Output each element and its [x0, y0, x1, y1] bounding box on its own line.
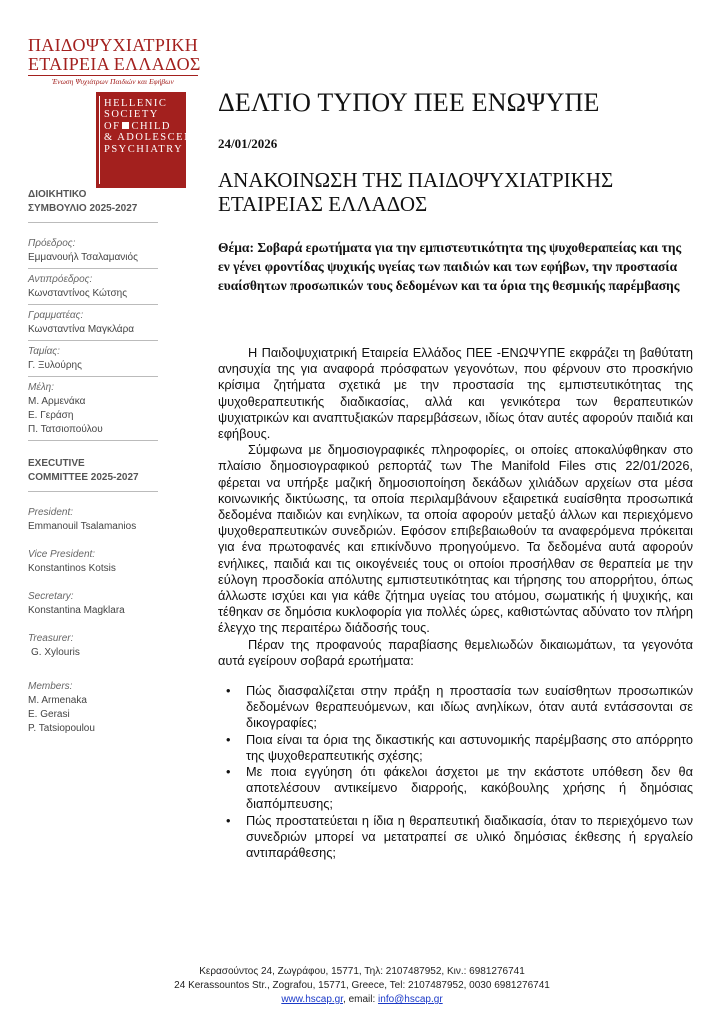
greek-treasurer-role: Ταμίας:	[28, 346, 60, 357]
logo-box-line-6: PSYCHIATRY	[104, 143, 184, 155]
email-link[interactable]: info@hscap.gr	[378, 994, 443, 1005]
bullet-icon: •	[226, 731, 231, 747]
english-board-heading	[28, 457, 188, 485]
english-vice-role: Vice President:	[28, 549, 96, 560]
list-item	[218, 764, 693, 813]
bullet-icon: •	[226, 764, 231, 780]
english-secretary-role: Secretary:	[28, 591, 74, 602]
greek-board-heading	[28, 188, 188, 216]
logo-box-line-3: OF	[104, 120, 121, 132]
page-footer	[0, 965, 724, 1007]
list-item-text: Πώς διασφαλίζεται στην πράξη η προστασία των ευαίσθητων προσωπικών δεδομένων θεραπευόμενων, και ιδίως ανηλίκων, όταν αυτά εντάσσονται σε δικογραφίες;	[246, 683, 693, 731]
email-label: , email:	[343, 994, 379, 1005]
greek-president-name: Εμμανουήλ Τσαλαμανιός	[28, 252, 138, 263]
bullet-icon: •	[226, 683, 231, 699]
footer-address-english: 24 Kerassountos Str., Zografou, 15771, Greece, Tel: 2107487952, 0030 6981276741	[174, 980, 550, 991]
logo-box-line-2: SOCIETY	[104, 109, 159, 121]
english-member: P. Tatsiopoulou	[28, 723, 95, 734]
greek-treasurer-name: Γ. Ξυλούρης	[28, 360, 82, 371]
logo-text-line1: ΠΑΙΔΟΨΥΧΙΑΤΡΙΚΗ	[28, 35, 199, 55]
english-secretary-name: Konstantina Magklara	[28, 605, 125, 616]
sidebar-divider	[28, 304, 158, 305]
press-release-date: 24/01/2026	[218, 136, 278, 151]
subject-line: Θέμα: Σοβαρά ερωτήματα για την εμπιστευτικότητα της ψυχοθεραπείας και της εν γένει φροντίδας ψυχικής υγείας των παιδιών και των εφήβων, την προστασία ευαίσθητων προσωπικών τους δεδομένων και τα όρια της θεσμικής παρέμβασης	[218, 240, 682, 293]
body-paragraph: Πέραν της προφανούς παραβίασης θεμελιωδών δικαιωμάτων, τα γεγονότα αυτά εγείρουν σοβαρά ερωτήματα:	[218, 636, 693, 668]
logo-subtitle: Ένωση Ψυχιάτρων Παιδιών και Εφήβων	[28, 75, 198, 86]
sidebar-divider	[28, 268, 158, 269]
announcement-heading-line1: ΑΝΑΚΟΙΝΩΣΗ ΤΗΣ ΠΑΙΔΟΨΥΧΙΑΤΡΙΚΗΣ	[218, 168, 614, 192]
greek-vice-role: Αντιπρόεδρος:	[28, 274, 93, 285]
english-treasurer-name: G. Xylouris	[31, 647, 80, 658]
greek-vice-name: Κωνσταντίνος Κώτσης	[28, 288, 128, 299]
english-member: E. Gerasi	[28, 709, 70, 720]
bullet-icon: •	[226, 812, 231, 828]
logo-box-line-5: & ADOLESCENT	[104, 132, 202, 144]
logo-box-line-3-4	[104, 121, 182, 132]
english-treasurer-role: Treasurer:	[28, 633, 74, 644]
greek-member: Ε. Γεράση	[28, 410, 74, 421]
english-member: M. Armenaka	[28, 695, 87, 706]
list-item	[218, 732, 693, 764]
english-president-role: President:	[28, 507, 74, 518]
logo-box-line-4: CHILD	[131, 120, 172, 132]
society-logo	[28, 35, 202, 188]
greek-secretary-role: Γραμματέας:	[28, 310, 84, 321]
sidebar-divider	[28, 376, 158, 377]
logo-stripe	[99, 96, 100, 184]
board-sidebar	[28, 188, 188, 736]
list-item-text: Ποια είναι τα όρια της δικαστικής και αστυνομικής παρέμβασης στο απόρρητο της ψυχοθεραπευτικής σχέσης;	[246, 731, 693, 763]
logo-square-icon	[122, 122, 129, 129]
body-paragraph: Η Παιδοψυχιατρική Εταιρεία Ελλάδος ΠΕΕ -ΕΝΩΨΥΠΕ εκφράζει τη βαθύτατη ανησυχία της για αναφορά πρόσφατων γεγονότων, που φέρνουν στο προσκήνιο κρίσιμα ζητήματα σχετικά με την προστασία της εμπιστευτικότητας της ψυχοθεραπευτικής διαδικασίας, αλλά και γενικότερα των θεραπευτικών ψυχιατρικών και αναπτυξιακών παρεμβάσεων, ιδίως όταν αυτές αφορούν παιδιά και εφήβους.	[218, 345, 693, 442]
list-item-text: Πώς προστατεύεται η ίδια η θεραπευτική διαδικασία, όταν το περιεχόμενο των συνεδριών μπορεί να μετατραπεί σε υλικό δημόσιας έκθεσης ή εργαλείο αντιπαράθεσης;	[246, 812, 693, 861]
english-vice-name: Konstantinos Kotsis	[28, 563, 116, 574]
press-release-title: ΔΕΛΤΙΟ ΤΥΠΟΥ ΠΕΕ ΕΝΩΨΥΠΕ	[218, 88, 600, 117]
english-members-role: Members:	[28, 681, 73, 692]
list-item	[218, 683, 693, 732]
website-link[interactable]: www.hscap.gr	[281, 994, 344, 1005]
announcement-heading	[218, 168, 688, 216]
greek-members-role: Μέλη:	[28, 382, 54, 393]
english-board-heading-line1: EXECUTIVE	[28, 458, 85, 469]
questions-list	[218, 683, 693, 861]
greek-member: Μ. Αρμενάκα	[28, 396, 86, 407]
list-item-text: Με ποια εγγύηση ότι φάκελοι άσχετοι με την εκάστοτε υπόθεση δεν θα αποτελέσουν αντικείμενο διαρροής, κακόβουλης χρήσης ή δημόσιας διαπόμπευσης;	[246, 764, 693, 812]
logo-box-line-1: HELLENIC	[104, 98, 168, 109]
greek-board-heading-line2: ΣΥΜΒΟΥΛΙΟ 2025-2027	[28, 203, 138, 214]
body-paragraph: Σύμφωνα με δημοσιογραφικές πληροφορίες, οι οποίες αποκαλύφθηκαν στο πλαίσιο δημοσιογραφικού ρεπορτάζ των The Manifold Files στις 22/01/2026, φέρεται να υπήρξε μαζική δημοσιοποίηση δεκάδων χιλιάδων αρχείων στα μέσα κοινωνικής δικτύωσης, τα οποία περιλαμβάνουν εξαιρετικά ευαίσθητα προσωπικά δεδομένα παιδιών και ενηλίκων, τα οποία αφορούν μεταξύ άλλων και περιεχόμενο ψυχοθεραπευτικών συνεδριών. Εφόσον επιβεβαιωθούν τα αναφερόμενα πρόκειται για ένα πρωτοφανές και επικίνδυνο προηγούμενο. Τα δεδομένα αυτά αφορούν ενήλικες, παιδιά και τις οικογένειές τους οι οποίοι προσήλθαν σε θεραπεία με την εύλογη προσδοκία απόλυτης εμπιστευτικότητας και τήρησης του απορρήτου, όπως άλλωστε ισχύει και για κάθε ζήτημα υγείας του ατόμου, σωματικής ή ψυχικής, και τέθηκαν σε δημόσια κυκλοφορία για πολλές ώρες, καθιστώντας αδύνατο τον πλήρη έλεγχο της περαιτέρω διάδοσής τους.	[218, 442, 693, 636]
footer-contact	[0, 993, 724, 1007]
greek-secretary-name: Κωνσταντίνα Μαγκλάρα	[28, 324, 135, 335]
english-president-name: Emmanouil Tsalamanios	[28, 521, 137, 532]
press-release-body	[218, 345, 693, 861]
greek-president-role: Πρόεδρος:	[28, 238, 76, 249]
logo-text-line2: ΕΤΑΙΡΕΙΑ ΕΛΛΑΔΟΣ	[28, 54, 201, 74]
list-item	[218, 813, 693, 862]
sidebar-divider	[28, 340, 158, 341]
footer-address-greek: Κερασούντος 24, Ζωγράφου, 15771, Τηλ: 2107487952, Κιν.: 6981276741	[199, 966, 525, 977]
logo-english-box	[96, 92, 202, 188]
greek-board-heading-line1: ΔΙΟΙΚΗΤΙΚΟ	[28, 189, 87, 200]
english-board-heading-line2: COMMITTEE 2025-2027	[28, 472, 139, 483]
announcement-heading-line2: ΕΤΑΙΡΕΙΑΣ ΕΛΛΑΔΟΣ	[218, 192, 428, 216]
greek-member: Π. Τατσιοπούλου	[28, 424, 103, 435]
